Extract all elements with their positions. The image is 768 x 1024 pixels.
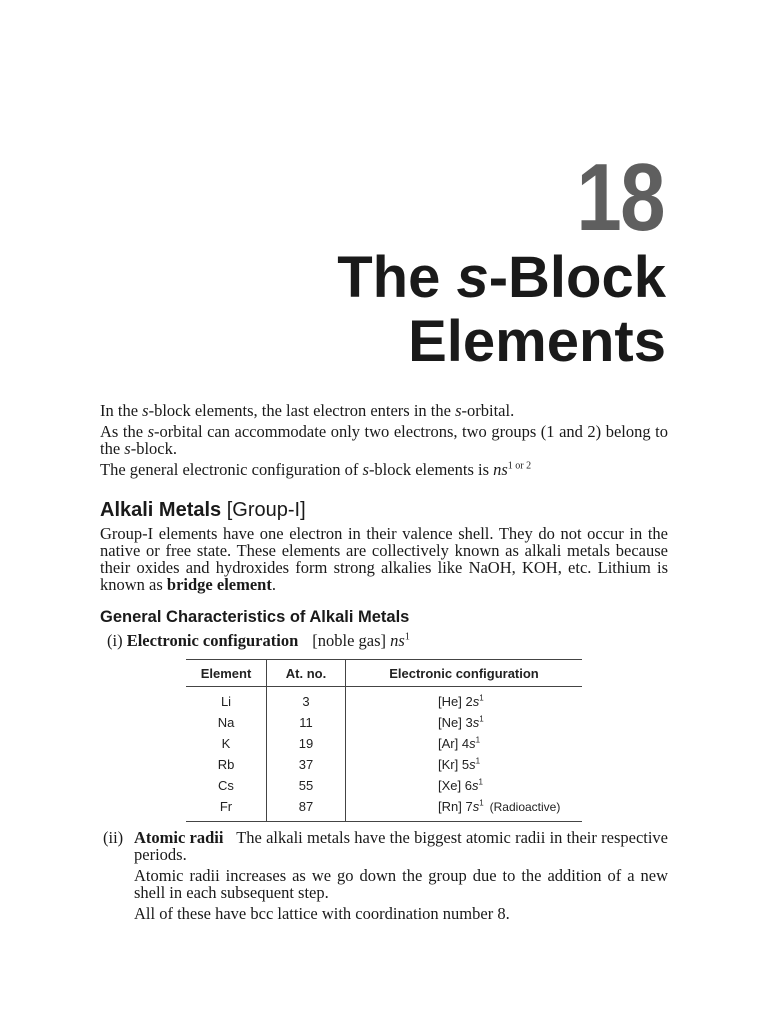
configuration-cell: [He] $2s^1$	[438, 693, 484, 709]
element-symbol-cell: Li	[186, 687, 267, 713]
chapter-title	[337, 246, 666, 374]
table-row	[186, 754, 582, 775]
configuration-cell: [Kr] $5s^1$	[438, 756, 481, 772]
item-label: Electronic configuration	[126, 631, 299, 650]
item-electronic-configuration: (i) Electronic configuration [noble gas] $ns^1$	[107, 631, 410, 650]
atomic-radii-paragraph-3: All of these have bcc lattice with coordination number 8.	[134, 904, 510, 923]
alkali-metals-heading: Alkali Metals [Group-I]	[100, 499, 306, 521]
intro-section	[100, 402, 668, 478]
table-row	[186, 733, 582, 754]
configuration-cell: [Xe] $6s^1$	[438, 777, 483, 793]
intro-paragraph-1: In the s-block elements, the last electron enters in the s-orbital.	[100, 401, 515, 420]
table-row	[186, 712, 582, 733]
alkali-metals-paragraph: Group-I elements have one electron in their valence shell. They do not occur in the native or free state. These elements are collectively known as alkali metals because their oxides and hydroxides form strong alkalies like NaOH, KOH, etc. Lithium is known as bridge element.	[100, 524, 668, 594]
element-symbol-cell: Cs	[186, 775, 267, 796]
configuration-cell: [Rn] $7s^1$ (Radioactive)	[346, 796, 583, 822]
chapter-title-line1: The s-Block	[337, 245, 666, 310]
atomic-number-cell: 3	[267, 687, 346, 713]
atomic-number-cell: 11	[267, 712, 346, 733]
item-label: Atomic radii	[134, 828, 224, 847]
table-header: At. no.	[267, 660, 346, 687]
element-symbol-cell: K	[186, 733, 267, 754]
chapter-number: 18	[576, 144, 664, 251]
atomic-radii-paragraph-2: Atomic radii increases as we go down the group due to the addition of a new shell in each subsequent step.	[134, 866, 668, 902]
item-atomic-radii: (ii) Atomic radii The alkali metals have the biggest atomic radii in their respective periods. Atomic radii increases as we go down the group due to the addition of a new shell in each subsequent step. All of these have bcc lattice with coordination number 8.	[103, 828, 669, 923]
table-header-row	[186, 660, 582, 687]
table-row	[186, 796, 582, 822]
element-symbol-cell: Rb	[186, 754, 267, 775]
table-body	[186, 687, 582, 822]
atomic-number-cell: 37	[267, 754, 346, 775]
alkali-metals-section	[100, 525, 668, 593]
element-symbol-cell: Fr	[186, 796, 267, 822]
general-characteristics-heading: General Characteristics of Alkali Metals	[100, 608, 410, 626]
intro-paragraph-3: The general electronic configuration of s-block elements is $ns^{1 or 2}$	[100, 460, 532, 479]
chapter-title-line2: Elements	[408, 309, 666, 374]
configuration-cell: [Ar] $4s^1$	[438, 735, 481, 751]
table-row	[186, 687, 582, 713]
element-symbol-cell: Na	[186, 712, 267, 733]
table-row	[186, 775, 582, 796]
table-header: Element	[186, 660, 267, 687]
electronic-configuration-table	[186, 659, 582, 822]
configuration-cell: [Ne] $3s^1$	[438, 714, 484, 730]
atomic-radii-paragraph-1: Atomic radii The alkali metals have the biggest atomic radii in their respective periods.	[134, 828, 669, 864]
radioactive-note: (Radioactive)	[489, 800, 561, 814]
intro-paragraph-2: As the s-orbital can accommodate only two electrons, two groups (1 and 2) belong to the s-block.	[100, 422, 668, 458]
atomic-number-cell: 55	[267, 775, 346, 796]
atomic-number-cell: 19	[267, 733, 346, 754]
table-header: Electronic configuration	[346, 660, 583, 687]
atomic-number-cell: 87	[267, 796, 346, 822]
